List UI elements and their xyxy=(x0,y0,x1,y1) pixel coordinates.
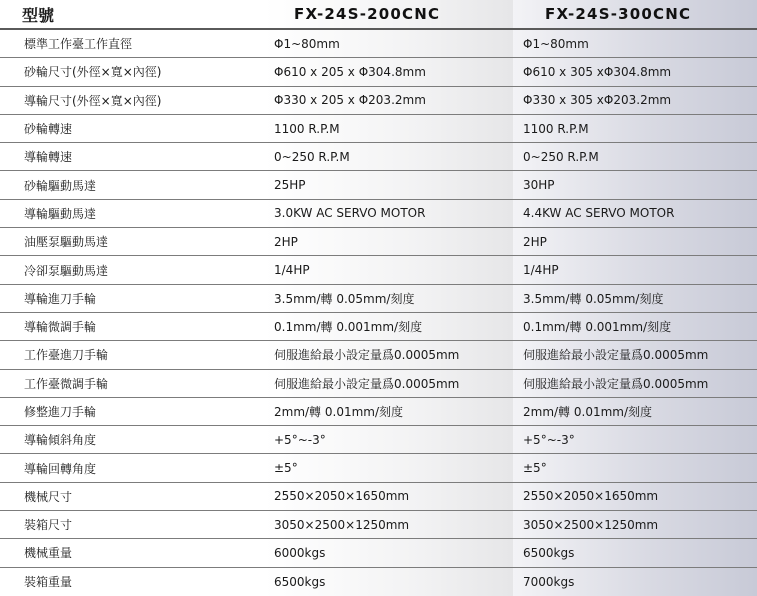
row-value-a: 3.5mm/轉 0.05mm/刻度 xyxy=(264,285,513,312)
row-value-b: 6500kgs xyxy=(513,539,757,566)
row-value-a: 伺服進給最小設定量爲0.0005mm xyxy=(264,341,513,368)
row-label: 機械重量 xyxy=(0,539,264,566)
row-value-a: 25HP xyxy=(264,171,513,198)
table-row xyxy=(0,58,757,86)
row-label: 工作臺進刀手輪 xyxy=(0,341,264,368)
row-value-a: 6500kgs xyxy=(264,568,513,596)
row-value-a: 1/4HP xyxy=(264,256,513,283)
row-label: 砂輪驅動馬達 xyxy=(0,171,264,198)
header-label: 型號 xyxy=(0,0,264,28)
row-value-b: 0~250 R.P.M xyxy=(513,143,757,170)
row-value-b: 2550×2050×1650mm xyxy=(513,483,757,510)
row-value-a: 6000kgs xyxy=(264,539,513,566)
row-value-a: 0~250 R.P.M xyxy=(264,143,513,170)
row-value-a: 2550×2050×1650mm xyxy=(264,483,513,510)
row-value-a: 伺服進給最小設定量爲0.0005mm xyxy=(264,370,513,397)
table-row xyxy=(0,143,757,171)
table-row xyxy=(0,228,757,256)
row-value-b: 伺服進給最小設定量爲0.0005mm xyxy=(513,341,757,368)
table-row xyxy=(0,398,757,426)
row-label: 裝箱尺寸 xyxy=(0,511,264,538)
table-row xyxy=(0,171,757,199)
row-label: 冷卻泵驅動馬達 xyxy=(0,256,264,283)
row-value-b: 2mm/轉 0.01mm/刻度 xyxy=(513,398,757,425)
row-value-a: +5°~-3° xyxy=(264,426,513,453)
header-model-b: FX-24S-300CNC xyxy=(513,0,757,28)
row-value-a: 2mm/轉 0.01mm/刻度 xyxy=(264,398,513,425)
table-row xyxy=(0,87,757,115)
row-value-b: 3.5mm/轉 0.05mm/刻度 xyxy=(513,285,757,312)
table-row xyxy=(0,426,757,454)
row-value-b: 30HP xyxy=(513,171,757,198)
row-value-b: 4.4KW AC SERVO MOTOR xyxy=(513,200,757,227)
row-label: 導輪微調手輪 xyxy=(0,313,264,340)
row-value-b: ±5° xyxy=(513,454,757,481)
row-label: 導輪回轉角度 xyxy=(0,454,264,481)
row-label: 導輪進刀手輪 xyxy=(0,285,264,312)
row-value-b: Φ330 x 305 xΦ203.2mm xyxy=(513,87,757,114)
table-row xyxy=(0,454,757,482)
table-header xyxy=(0,0,757,30)
row-value-a: 0.1mm/轉 0.001mm/刻度 xyxy=(264,313,513,340)
row-value-a: Φ610 x 205 x Φ304.8mm xyxy=(264,58,513,85)
row-value-b: 1100 R.P.M xyxy=(513,115,757,142)
table-row xyxy=(0,200,757,228)
row-label: 機械尺寸 xyxy=(0,483,264,510)
row-label: 油壓泵驅動馬達 xyxy=(0,228,264,255)
row-label: 工作臺微調手輪 xyxy=(0,370,264,397)
row-label: 導輪驅動馬達 xyxy=(0,200,264,227)
table-row xyxy=(0,341,757,369)
table-row xyxy=(0,370,757,398)
table-row xyxy=(0,511,757,539)
row-value-a: ±5° xyxy=(264,454,513,481)
row-label: 砂輪尺寸(外徑×寬×內徑) xyxy=(0,58,264,85)
row-label: 導輪尺寸(外徑×寬×內徑) xyxy=(0,87,264,114)
table-row xyxy=(0,539,757,567)
row-value-b: 2HP xyxy=(513,228,757,255)
row-value-b: 7000kgs xyxy=(513,568,757,596)
row-label: 標準工作臺工作直徑 xyxy=(0,30,264,57)
table-row xyxy=(0,285,757,313)
row-label: 導輪傾斜角度 xyxy=(0,426,264,453)
row-label: 裝箱重量 xyxy=(0,568,264,596)
row-value-a: Φ1~80mm xyxy=(264,30,513,57)
row-label: 導輪轉速 xyxy=(0,143,264,170)
row-value-a: 3050×2500×1250mm xyxy=(264,511,513,538)
row-value-b: 伺服進給最小設定量爲0.0005mm xyxy=(513,370,757,397)
row-value-b: Φ610 x 305 xΦ304.8mm xyxy=(513,58,757,85)
header-model-a: FX-24S-200CNC xyxy=(264,0,513,28)
table-row xyxy=(0,115,757,143)
row-value-b: 0.1mm/轉 0.001mm/刻度 xyxy=(513,313,757,340)
row-value-a: 3.0KW AC SERVO MOTOR xyxy=(264,200,513,227)
row-label: 砂輪轉速 xyxy=(0,115,264,142)
table-row xyxy=(0,256,757,284)
row-value-b: +5°~-3° xyxy=(513,426,757,453)
row-value-a: 2HP xyxy=(264,228,513,255)
table-row xyxy=(0,483,757,511)
row-value-b: 1/4HP xyxy=(513,256,757,283)
row-value-a: Φ330 x 205 x Φ203.2mm xyxy=(264,87,513,114)
table-row xyxy=(0,30,757,58)
row-value-b: 3050×2500×1250mm xyxy=(513,511,757,538)
row-label: 修整進刀手輪 xyxy=(0,398,264,425)
row-value-b: Φ1~80mm xyxy=(513,30,757,57)
table-row xyxy=(0,568,757,596)
table-row xyxy=(0,313,757,341)
row-value-a: 1100 R.P.M xyxy=(264,115,513,142)
